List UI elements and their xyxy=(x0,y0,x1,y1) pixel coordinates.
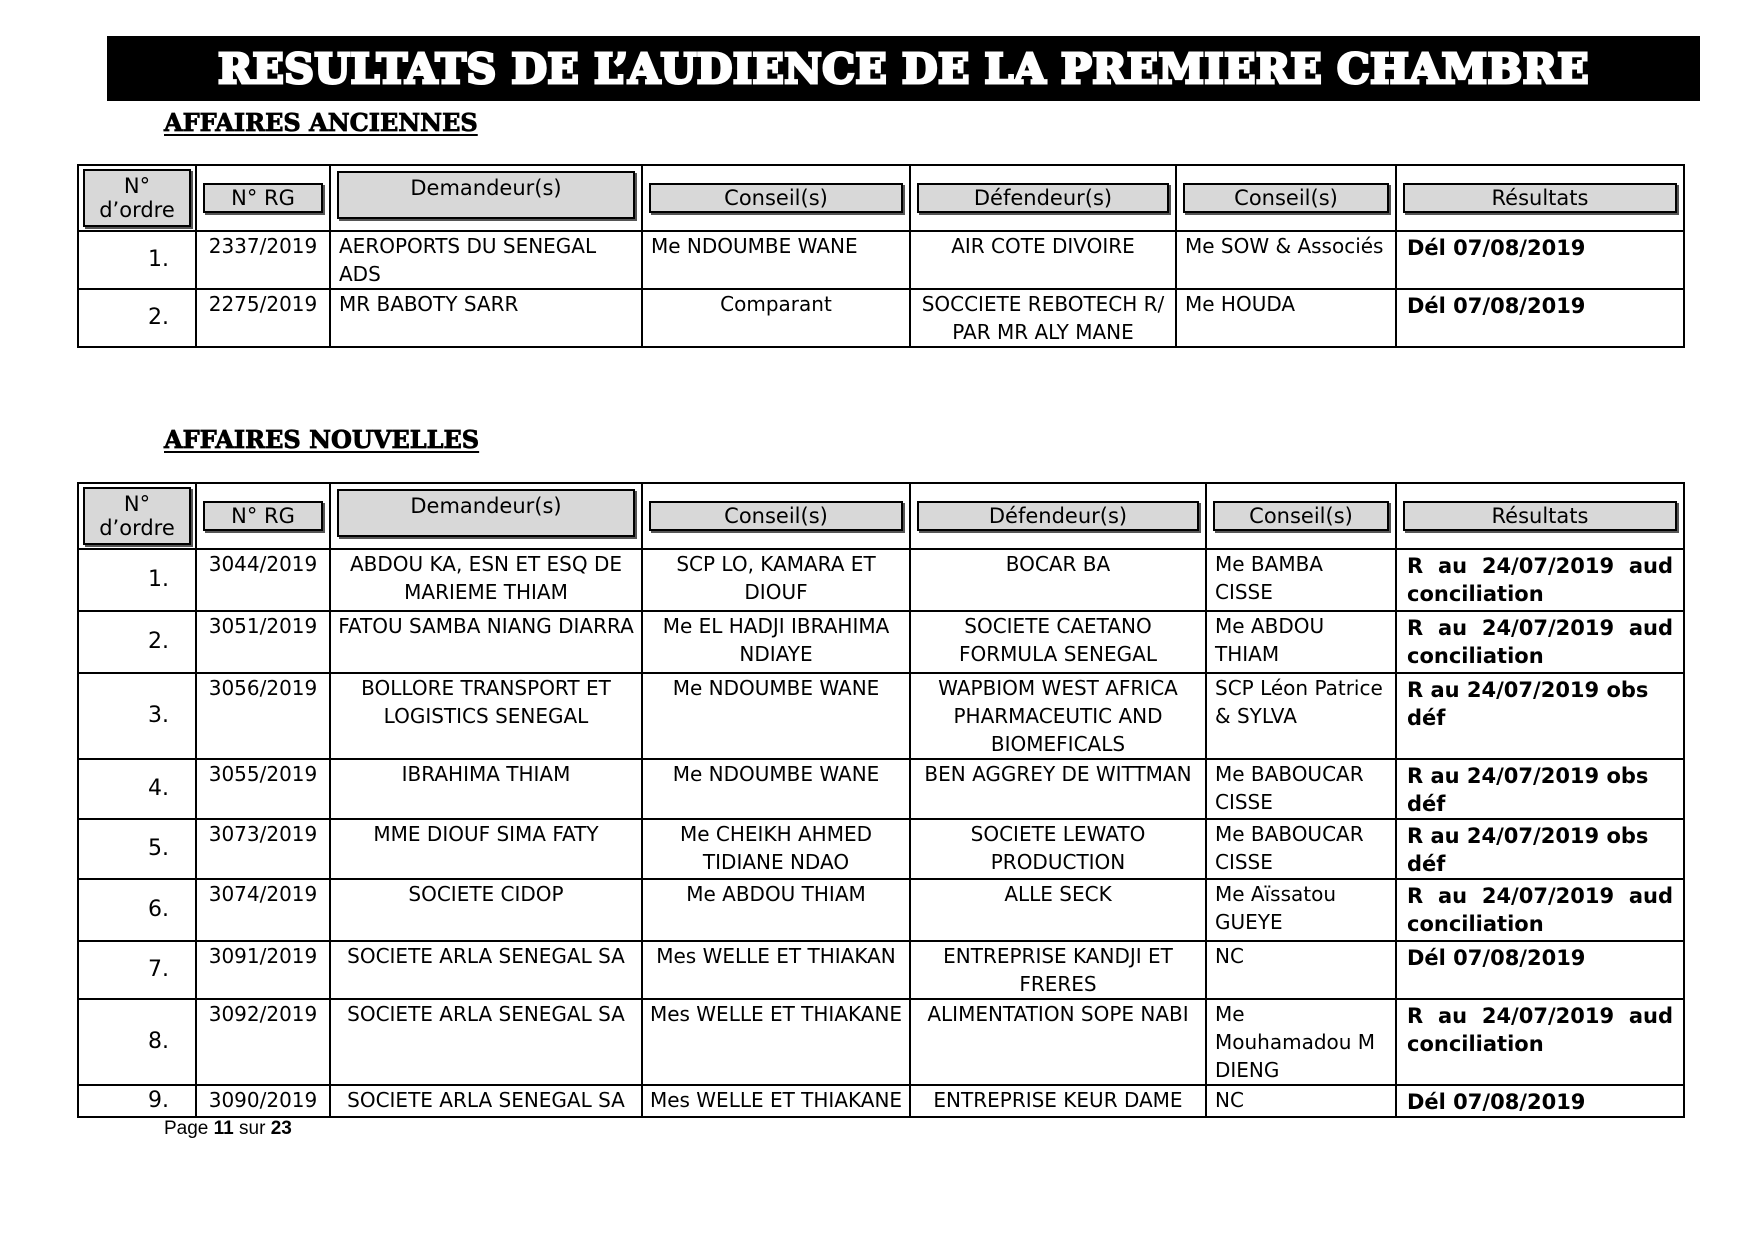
cell-rg: 3090/2019 xyxy=(196,1085,330,1117)
header-conseil: Conseil(s) xyxy=(642,165,910,231)
page-total: 23 xyxy=(270,1118,292,1139)
cell-conseil2: Me SOW & Associés xyxy=(1176,231,1396,289)
cell-ordre: 6. xyxy=(78,879,196,941)
cell-rg: 3073/2019 xyxy=(196,819,330,879)
header-conseil2: Conseil(s) xyxy=(1176,165,1396,231)
header-ordre: N° d’ordre xyxy=(78,165,196,231)
cell-resultat xyxy=(1396,673,1684,759)
cell-conseil: Comparant xyxy=(642,289,910,347)
cell-rg: 3092/2019 xyxy=(196,999,330,1085)
cell-conseil2: Me ABDOU THIAM xyxy=(1206,611,1396,673)
table-row xyxy=(78,611,1684,673)
cell-demandeur: SOCIETE ARLA SENEGAL SA xyxy=(330,999,642,1085)
cell-demandeur: MME DIOUF SIMA FATY xyxy=(330,819,642,879)
page-footer xyxy=(164,1118,292,1140)
resultat-line2: conciliation xyxy=(1407,644,1544,668)
cell-conseil2: Me HOUDA xyxy=(1176,289,1396,347)
cell-conseil: Me EL HADJI IBRAHIMA NDIAYE xyxy=(642,611,910,673)
resultat-line1: R au 24/07/2019 aud xyxy=(1407,884,1673,908)
cell-resultat: Dél 07/08/2019 xyxy=(1396,231,1684,289)
cell-conseil2: Me Mouhamadou M DIENG xyxy=(1206,999,1396,1085)
cell-conseil: Me NDOUMBE WANE xyxy=(642,673,910,759)
cell-conseil: Me NDOUMBE WANE xyxy=(642,759,910,819)
header-conseil2: Conseil(s) xyxy=(1206,483,1396,549)
cell-defendeur: BOCAR BA xyxy=(910,549,1206,611)
table-row xyxy=(78,231,1684,289)
cell-resultat xyxy=(1396,549,1684,611)
cell-demandeur: FATOU SAMBA NIANG DIARRA xyxy=(330,611,642,673)
header-resultats: Résultats xyxy=(1396,483,1684,549)
cell-ordre: 3. xyxy=(78,673,196,759)
cell-demandeur: MR BABOTY SARR xyxy=(330,289,642,347)
cell-defendeur: ALLE SECK xyxy=(910,879,1206,941)
cell-resultat xyxy=(1396,611,1684,673)
cell-conseil2: NC xyxy=(1206,941,1396,999)
table-row xyxy=(78,1085,1684,1117)
header-demandeur: Demandeur(s) xyxy=(330,165,642,231)
cell-demandeur: SOCIETE CIDOP xyxy=(330,879,642,941)
section-title-anciennes: AFFAIRES ANCIENNES xyxy=(164,108,478,137)
cell-conseil2: Me BAMBA CISSE xyxy=(1206,549,1396,611)
table-row xyxy=(78,759,1684,819)
resultat-line2: conciliation xyxy=(1407,582,1544,606)
header-rg: N° RG xyxy=(196,165,330,231)
cell-resultat xyxy=(1396,759,1684,819)
cell-conseil2: Me BABOUCAR CISSE xyxy=(1206,759,1396,819)
cell-ordre: 9. xyxy=(78,1085,196,1117)
cell-defendeur: ALIMENTATION SOPE NABI xyxy=(910,999,1206,1085)
cell-rg: 3074/2019 xyxy=(196,879,330,941)
resultat-line1: R au 24/07/2019 aud xyxy=(1407,616,1673,640)
cell-demandeur: IBRAHIMA THIAM xyxy=(330,759,642,819)
table-row xyxy=(78,879,1684,941)
page-title: RESULTATS DE L’AUDIENCE DE LA PREMIERE CHAMBRE xyxy=(217,44,1590,93)
header-defendeur: Défendeur(s) xyxy=(910,165,1176,231)
cell-ordre: 2. xyxy=(78,611,196,673)
cell-ordre: 1. xyxy=(78,549,196,611)
cell-ordre: 8. xyxy=(78,999,196,1085)
page-current: 11 xyxy=(213,1118,234,1139)
header-defendeur: Défendeur(s) xyxy=(910,483,1206,549)
cell-resultat xyxy=(1396,819,1684,879)
table-header-row xyxy=(78,165,1684,231)
cell-conseil: Me ABDOU THIAM xyxy=(642,879,910,941)
cell-ordre: 4. xyxy=(78,759,196,819)
table-row xyxy=(78,999,1684,1085)
resultat-line2: conciliation xyxy=(1407,912,1544,936)
cell-rg: 3044/2019 xyxy=(196,549,330,611)
cell-rg: 3055/2019 xyxy=(196,759,330,819)
cell-ordre: 1. xyxy=(78,231,196,289)
cell-resultat xyxy=(1396,999,1684,1085)
cell-conseil2: SCP Léon Patrice & SYLVA xyxy=(1206,673,1396,759)
resultat-line1: Dél 07/08/2019 xyxy=(1407,1090,1586,1114)
cell-resultat xyxy=(1396,1085,1684,1117)
cell-defendeur: ENTREPRISE KEUR DAME xyxy=(910,1085,1206,1117)
cell-conseil2: Me BABOUCAR CISSE xyxy=(1206,819,1396,879)
table-row xyxy=(78,819,1684,879)
page-title-banner xyxy=(107,36,1700,101)
cell-resultat: Dél 07/08/2019 xyxy=(1396,289,1684,347)
header-resultats: Résultats xyxy=(1396,165,1684,231)
table-header-row xyxy=(78,483,1684,549)
cell-defendeur: SOCCIETE REBOTECH R/ PAR MR ALY MANE xyxy=(910,289,1176,347)
table-anciennes xyxy=(77,164,1685,348)
resultat-line1: R au 24/07/2019 aud xyxy=(1407,1004,1673,1028)
cell-conseil: Mes WELLE ET THIAKAN xyxy=(642,941,910,999)
page-sep: sur xyxy=(239,1118,266,1139)
table-row xyxy=(78,673,1684,759)
resultat-line1: R au 24/07/2019 obs déf xyxy=(1407,824,1649,876)
cell-demandeur: AEROPORTS DU SENEGAL ADS xyxy=(330,231,642,289)
cell-rg: 3051/2019 xyxy=(196,611,330,673)
cell-conseil: Me NDOUMBE WANE xyxy=(642,231,910,289)
cell-conseil: SCP LO, KAMARA ET DIOUF xyxy=(642,549,910,611)
cell-demandeur: ABDOU KA, ESN ET ESQ DE MARIEME THIAM xyxy=(330,549,642,611)
header-conseil: Conseil(s) xyxy=(642,483,910,549)
cell-conseil: Mes WELLE ET THIAKANE xyxy=(642,999,910,1085)
table-row xyxy=(78,549,1684,611)
resultat-line1: R au 24/07/2019 obs déf xyxy=(1407,678,1649,730)
page-label: Page xyxy=(164,1118,209,1139)
header-demandeur: Demandeur(s) xyxy=(330,483,642,549)
cell-demandeur: SOCIETE ARLA SENEGAL SA xyxy=(330,941,642,999)
cell-demandeur: SOCIETE ARLA SENEGAL SA xyxy=(330,1085,642,1117)
cell-rg: 2275/2019 xyxy=(196,289,330,347)
cell-rg: 2337/2019 xyxy=(196,231,330,289)
cell-ordre: 7. xyxy=(78,941,196,999)
cell-rg: 3056/2019 xyxy=(196,673,330,759)
section-title-nouvelles: AFFAIRES NOUVELLES xyxy=(164,425,480,454)
resultat-line1: R au 24/07/2019 obs déf xyxy=(1407,764,1649,816)
cell-defendeur: BEN AGGREY DE WITTMAN xyxy=(910,759,1206,819)
cell-demandeur: BOLLORE TRANSPORT ET LOGISTICS SENEGAL xyxy=(330,673,642,759)
table-row xyxy=(78,941,1684,999)
cell-resultat xyxy=(1396,941,1684,999)
cell-resultat xyxy=(1396,879,1684,941)
cell-conseil2: Me Aïssatou GUEYE xyxy=(1206,879,1396,941)
header-ordre: N° d’ordre xyxy=(78,483,196,549)
cell-defendeur: SOCIETE LEWATO PRODUCTION xyxy=(910,819,1206,879)
cell-defendeur: WAPBIOM WEST AFRICA PHARMACEUTIC AND BIOMEFICALS xyxy=(910,673,1206,759)
cell-ordre: 2. xyxy=(78,289,196,347)
resultat-line2: conciliation xyxy=(1407,1032,1544,1056)
cell-defendeur: ENTREPRISE KANDJI ET FRERES xyxy=(910,941,1206,999)
cell-defendeur: AIR COTE DIVOIRE xyxy=(910,231,1176,289)
cell-defendeur: SOCIETE CAETANO FORMULA SENEGAL xyxy=(910,611,1206,673)
cell-ordre: 5. xyxy=(78,819,196,879)
table-row xyxy=(78,289,1684,347)
table-nouvelles xyxy=(77,482,1685,1118)
resultat-line1: Dél 07/08/2019 xyxy=(1407,946,1586,970)
cell-conseil: Me CHEIKH AHMED TIDIANE NDAO xyxy=(642,819,910,879)
cell-conseil: Mes WELLE ET THIAKANE xyxy=(642,1085,910,1117)
cell-conseil2: NC xyxy=(1206,1085,1396,1117)
resultat-line1: R au 24/07/2019 aud xyxy=(1407,554,1673,578)
header-rg: N° RG xyxy=(196,483,330,549)
cell-rg: 3091/2019 xyxy=(196,941,330,999)
